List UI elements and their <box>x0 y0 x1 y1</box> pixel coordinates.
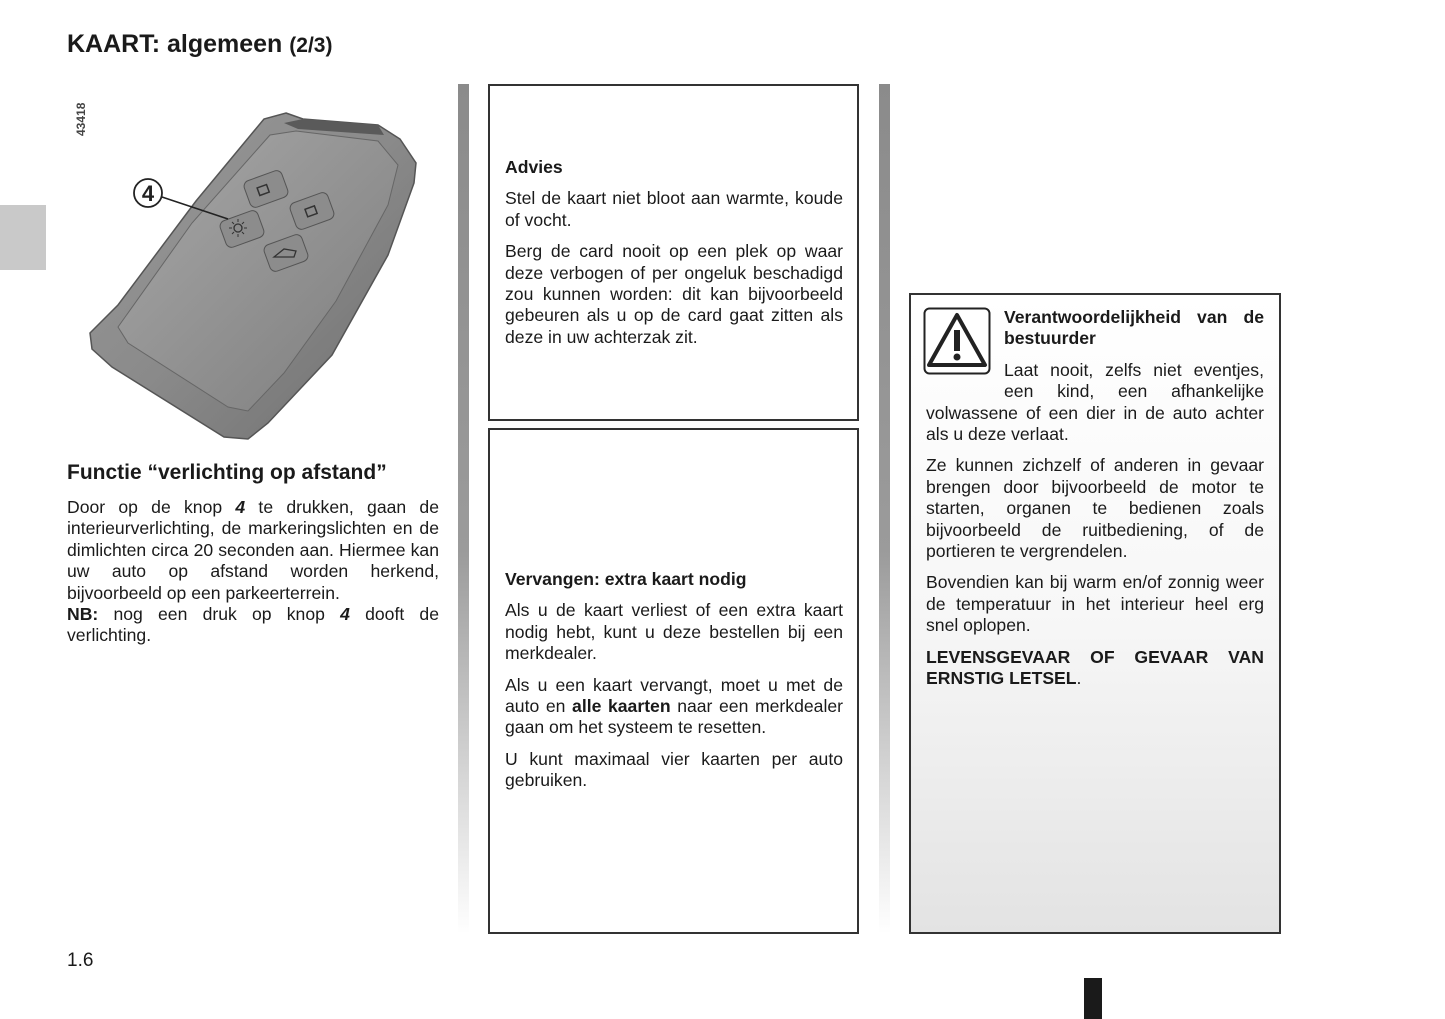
section-note: NB: nog een druk op knop 4 dooft de verlichting. <box>67 604 439 646</box>
vervangen-paragraph-3: U kunt maximaal vier kaarten per auto gebruiken. <box>505 748 843 791</box>
vervangen-paragraph-1: Als u de kaart verliest of een extra kaart nodig hebt, kunt u deze bestellen bij een merkdealer. <box>505 600 843 664</box>
advies-heading: Advies <box>505 157 563 177</box>
vervangen-heading: Vervangen: extra kaart nodig <box>505 569 747 589</box>
warning-paragraph-2: Ze kunnen zichzelf of anderen in gevaar brengen door bijvoorbeeld de motor te starten, organen te bedienen zoals bijvoorbeeld de ruitbediening, of de portieren te vergrendelen. <box>926 455 1264 562</box>
advies-paragraph-2: Berg de card nooit op een plek op waar deze verbogen of per ongeluk beschadigd zou kunnen worden: dit kan bijvoorbeeld gebeuren als u op de card gaat zitten als deze in uw achterzak zit. <box>505 241 843 347</box>
vervangen-paragraph-2: Als u een kaart vervangt, moet u met de auto en alle kaarten naar een merkdealer gaan om het systeem te resetten. <box>505 674 843 738</box>
chapter-tab <box>0 205 46 270</box>
vervangen-box <box>488 428 859 934</box>
page-title-suffix: (2/3) <box>289 34 333 57</box>
figure-reference: 43418 <box>74 102 88 136</box>
section-heading: Functie “verlichting op afstand” <box>67 461 387 484</box>
key-card-illustration <box>88 105 428 445</box>
warning-box <box>909 293 1281 934</box>
advies-box <box>488 84 859 421</box>
page-edge-marker <box>1084 978 1102 1019</box>
section-paragraph: Door op de knop 4 te drukken, gaan de interieurverlichting, de markeringslichten en de dimlichten circa 20 seconden aan. Hiermee kan uw auto op afstand worden herkend, bijvoorbeeld op een parkeerterrein. <box>67 497 440 603</box>
warning-paragraph-3: Bovendien kan bij warm en/of zonnig weer de temperatuur in het interieur heel erg snel oplopen. <box>926 572 1264 636</box>
page-number: 1.6 <box>67 950 94 971</box>
warning-heading: Verantwoordelijkheid van de bestuurder <box>1004 307 1264 349</box>
column-separator <box>879 84 890 934</box>
section-body <box>67 497 439 647</box>
warning-paragraph-4: LEVENSGEVAAR OF GEVAAR VAN ERNSTIG LETSEL. <box>926 646 1264 689</box>
advies-paragraph-1: Stel de kaart niet bloot aan warmte, koude of vocht. <box>505 188 843 230</box>
column-separator <box>458 84 469 934</box>
callout-number: 4 <box>141 181 155 206</box>
page-title: KAART: algemeen (2/3) <box>67 30 333 58</box>
warning-paragraph-1: Laat nooit, zelfs niet eventjes, een kind, een afhankelijke volwassene of een dier in de auto achter als u deze verlaat. <box>926 359 1264 445</box>
